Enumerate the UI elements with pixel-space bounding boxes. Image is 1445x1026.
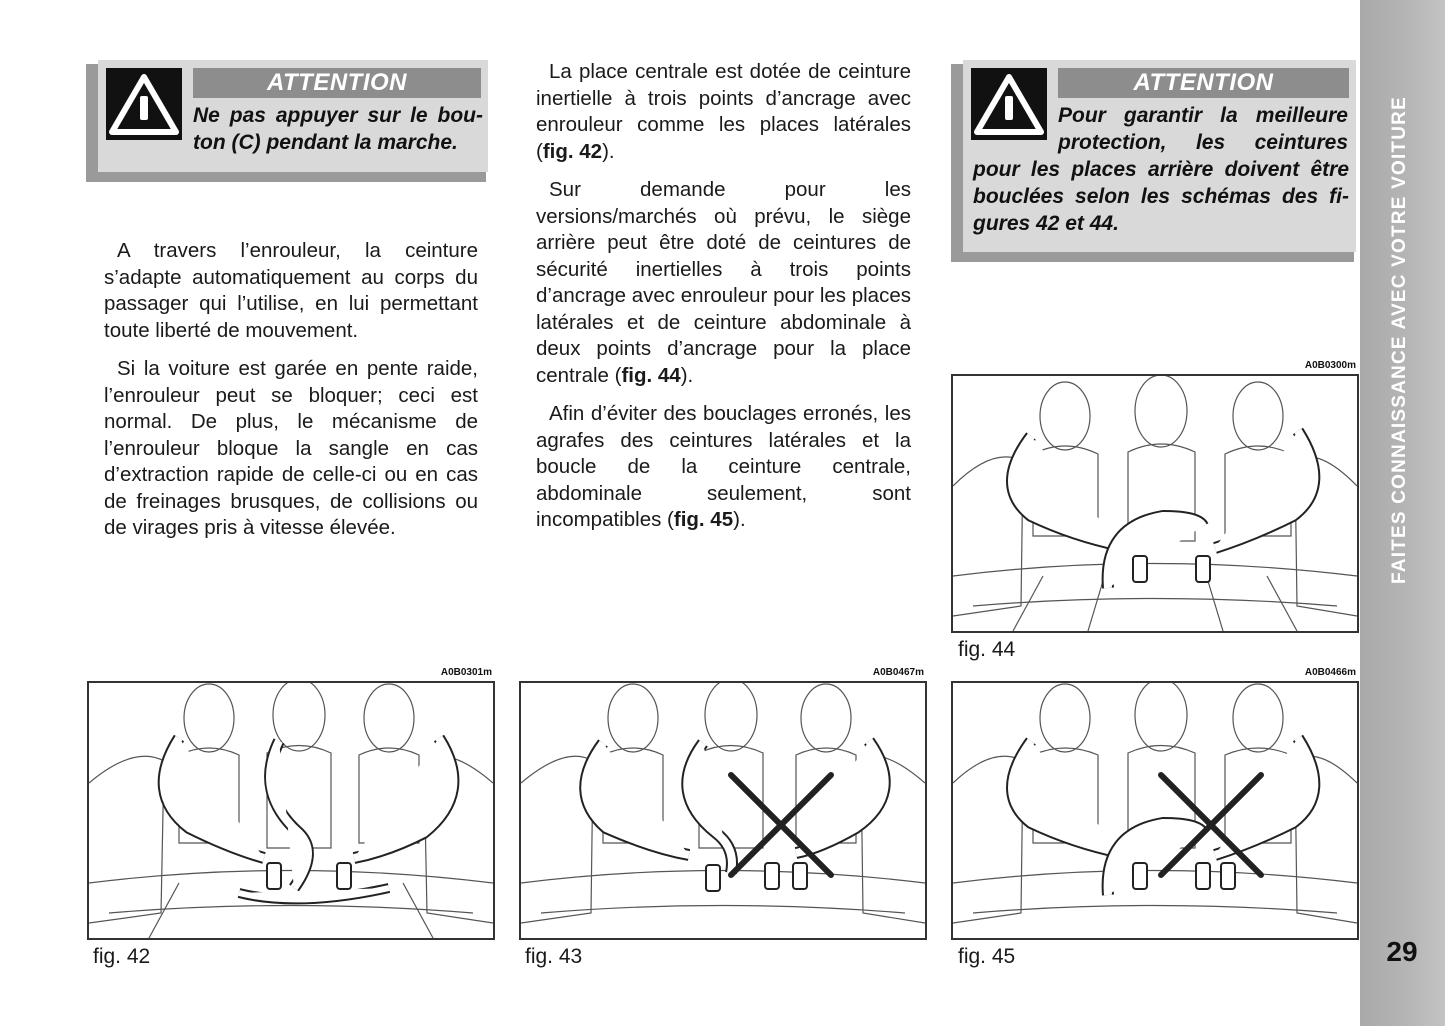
warning-triangle-icon	[971, 68, 1047, 140]
text-column-middle	[536, 59, 911, 546]
figure-caption: fig. 44	[958, 638, 1016, 661]
figure-code: A0B0467m	[872, 667, 924, 678]
figure-reference: fig. 44	[621, 363, 681, 387]
text-column-left	[104, 238, 478, 554]
warning-left-banner: ATTENTION	[266, 69, 408, 96]
figure-44	[951, 374, 1359, 633]
paragraph: Afin d’éviter des bouclages erronés, les agrafes des ceintures latérales et la boucle de la ceinture centrale, abdominale seulement, sont incompatibles (fig. 45).	[536, 402, 911, 531]
seatbelt-diagram-45	[953, 683, 1357, 938]
warning-left-line: ton (C) pendant la marche.	[193, 131, 458, 154]
paragraph: Si la voiture est garée en pente raide, l’enrouleur peut se bloquer; ceci est normal. De plus, le mécanisme de l’enrouleur bloque la sangle en cas d’extraction rapide de celle-ci ou en cas de freinages brusques, de collisions ou de virages pris à vitesse élevée.	[104, 357, 478, 539]
figure-reference: fig. 42	[542, 139, 603, 163]
figure-caption: fig. 45	[958, 945, 1016, 968]
warning-right-line: protection, les ceintures	[1058, 131, 1348, 154]
seatbelt-diagram-42	[89, 683, 493, 938]
figure-code: A0B0466m	[1304, 667, 1356, 678]
paragraph: La place centrale est dotée de ceinture inertielle à trois points d’ancrage avec enrouleur comme les places latérales (fig. 42).	[536, 60, 911, 163]
seatbelt-diagram-44	[953, 376, 1357, 631]
warning-right-banner: ATTENTION	[1133, 69, 1274, 96]
warning-right-line: pour les places arrière doivent être	[973, 158, 1349, 181]
warning-right-line: Pour garantir la meilleure	[1058, 104, 1348, 127]
figure-42	[87, 681, 495, 940]
figure-code: A0B0300m	[1304, 360, 1356, 371]
warning-right-line: bouclées selon les schémas des fi-	[973, 185, 1349, 208]
warning-box-right	[951, 60, 1356, 262]
page-number: 29	[1386, 936, 1418, 967]
warning-left-line: Ne pas appuyer sur le bou-	[193, 104, 483, 127]
figure-caption: fig. 42	[93, 945, 151, 968]
paragraph: Sur demande pour les versions/marchés où prévu, le siège arrière peut être doté de ceintures de sécurité inertielles à trois points d’ancrage avec enrouleur pour les places latérales et de ceinture abdominale à deux points d’ancrage pour la place centrale (fig. 44).	[536, 178, 911, 387]
warning-right-line: gures 42 et 44.	[973, 212, 1119, 235]
figure-43	[519, 681, 927, 940]
seatbelt-diagram-43	[521, 683, 925, 938]
figure-45	[951, 681, 1359, 940]
figure-code: A0B0301m	[440, 667, 492, 678]
warning-box-left	[86, 60, 488, 182]
warning-triangle-icon	[106, 68, 182, 140]
figure-reference: fig. 45	[673, 508, 734, 531]
figure-caption: fig. 43	[525, 945, 583, 968]
chapter-title-text: FAITES CONNAISSANCE AVEC VOTRE VOITURE	[1389, 96, 1410, 584]
paragraph: A travers l’enrouleur, la ceinture s’adapte automatiquement au corps du passager qui l’utilise, en lui permettant toute liberté de mouvement.	[104, 239, 478, 342]
